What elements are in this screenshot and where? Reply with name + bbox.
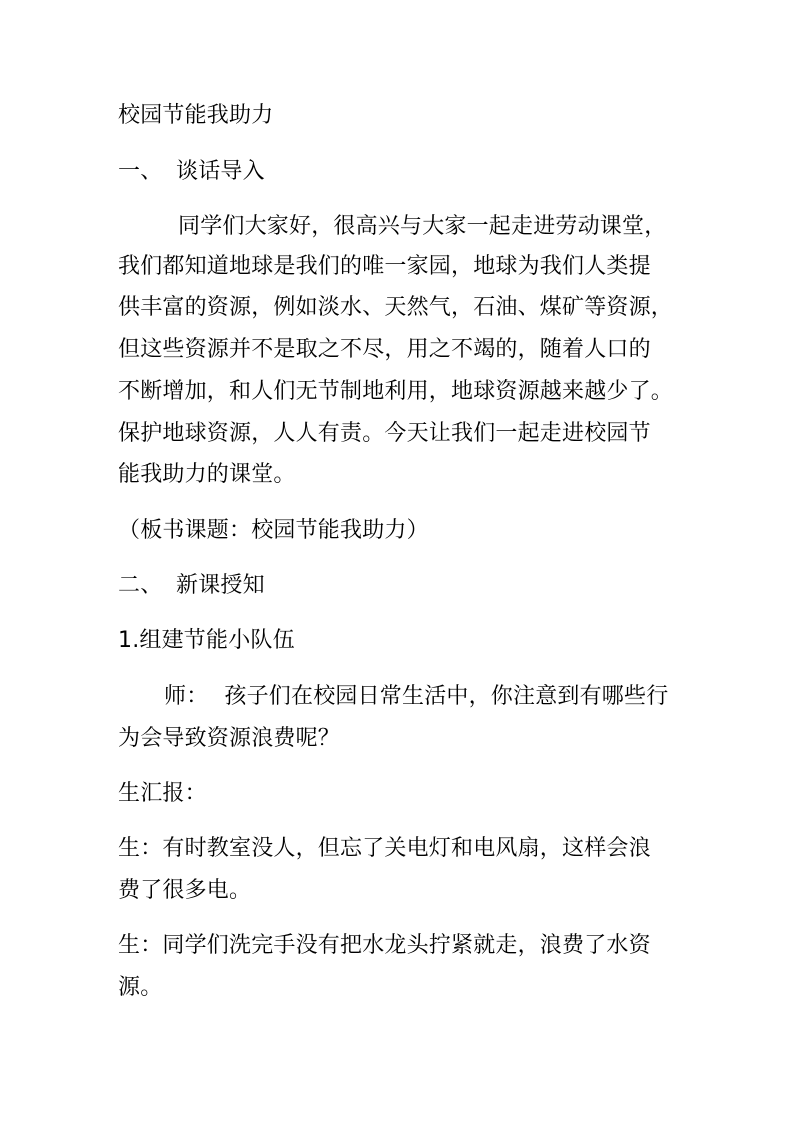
teacher-line: 为会导致资源浪费呢？ (118, 726, 341, 751)
section-title: 新课授知 (176, 573, 265, 598)
student-report-label: 生汇报： (118, 781, 207, 806)
subsection-heading: 1.组建节能小队伍 (118, 628, 295, 653)
paragraph-line: 保护地球资源，人人有责。今天让我们一起走进校园节 (118, 421, 651, 446)
section-number: 一、 (118, 159, 163, 184)
paragraph-line: 同学们大家好，很高兴与大家一起走进劳动课堂， (178, 214, 667, 239)
paragraph-line: 但这些资源并不是取之不尽，用之不竭的，随着人口的 (118, 337, 651, 362)
student-line: 生：有时教室没人，但忘了关电灯和电风扇，这样会浪 (118, 836, 651, 861)
section-number: 二、 (118, 573, 163, 598)
document-title: 校园节能我助力 (118, 103, 274, 128)
student-line: 源。 (118, 975, 163, 1000)
paragraph-line: 我们都知道地球是我们的唯一家园，地球为我们人类提 (118, 254, 651, 279)
student-line: 生：同学们洗完手没有把水龙头拧紧就走，浪费了水资 (118, 933, 651, 958)
paragraph-line: 能我助力的课堂。 (118, 462, 296, 487)
teacher-text: 孩子们在校园日常生活中，你注意到有哪些行 (224, 684, 669, 709)
teacher-line (164, 685, 668, 709)
speaker-label: 师： (164, 684, 209, 709)
section-heading-intro (118, 160, 265, 184)
section-title: 谈话导入 (176, 159, 265, 184)
paragraph-line: 供丰富的资源，例如淡水、天然气，石油、煤矿等资源， (118, 295, 674, 320)
section-heading-new-lesson (118, 574, 265, 598)
student-line: 费了很多电。 (118, 878, 252, 903)
board-note: （板书课题：校园节能我助力） (118, 518, 429, 543)
paragraph-line: 不断增加，和人们无节制地利用，地球资源越来越少了。 (118, 379, 674, 404)
